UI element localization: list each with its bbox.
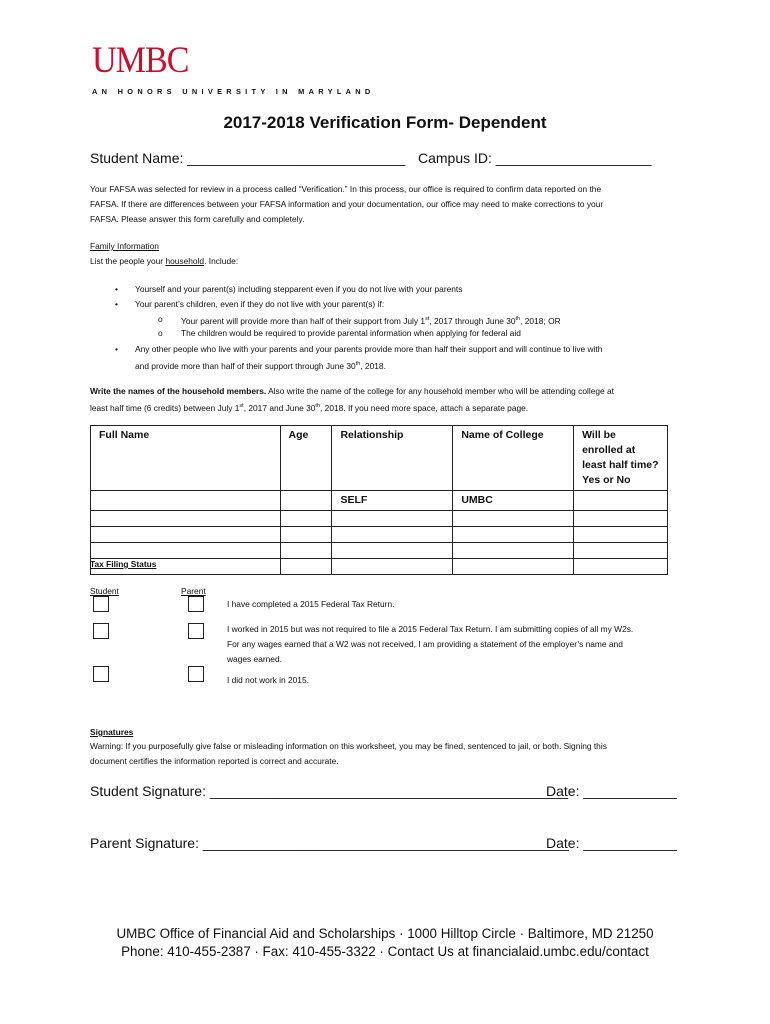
intro-paragraph	[90, 182, 603, 227]
bullet-icon: •	[115, 344, 118, 354]
intro-line: Your FAFSA was selected for review in a process called “Verification.” In this process, our office is required to confirm data reported on the	[90, 184, 602, 194]
household-instructions	[90, 384, 614, 416]
text: wages earned.	[227, 654, 282, 664]
text: Also write the name of the college for any household member who will be attending college at	[266, 386, 614, 396]
table-row	[91, 511, 668, 527]
superscript: st	[239, 403, 244, 409]
household-table	[90, 425, 668, 575]
bullet-icon: •	[115, 299, 118, 309]
tax-option-filed: I have completed a 2015 Federal Tax Return.	[227, 599, 395, 609]
table-cell[interactable]	[91, 527, 281, 543]
superscript: th	[515, 316, 521, 322]
table-cell[interactable]	[574, 559, 668, 575]
parent-date-field[interactable]: Date: ____________	[546, 835, 677, 851]
header-line: Yes or No	[582, 474, 631, 486]
table-cell[interactable]	[453, 527, 574, 543]
table-cell[interactable]	[332, 543, 453, 559]
text: least half time (6 credits) between July 1	[90, 402, 240, 413]
text: document certifies the information reported is correct and accurate.	[90, 756, 339, 766]
table-cell[interactable]	[453, 543, 574, 559]
text: List the people your	[90, 256, 166, 266]
table-cell[interactable]	[574, 543, 668, 559]
table-cell: UMBC	[453, 491, 574, 511]
campus-id-field[interactable]: Campus ID: ____________________	[418, 150, 652, 166]
parent-option2-checkbox[interactable]	[188, 623, 204, 639]
household-instruction	[90, 254, 238, 269]
footer-contact: Phone: 410-455-2387 · Fax: 410-455-3322 · Contact Us at financialaid.umbc.edu/contact	[121, 944, 649, 959]
text: . Include:	[204, 256, 239, 266]
sub-bullet-icon: o	[158, 314, 163, 324]
parent-signature-field[interactable]: Parent Signature: _______________________________________________	[90, 835, 569, 851]
sub-bullet-item: The children would be required to provide parental information when applying for federal aid	[181, 328, 521, 338]
table-header-row	[91, 426, 668, 491]
student-column-label: Student	[90, 586, 119, 596]
bullet-item: Yourself and your parent(s) including stepparent even if you do not live with your parents	[135, 284, 463, 294]
header-line: Will be enrolled at	[582, 429, 636, 456]
tax-option-not-required	[227, 622, 633, 667]
header-enrolled	[574, 426, 668, 491]
table-cell[interactable]	[574, 511, 668, 527]
text: and provide more than half of their support through June 30	[135, 360, 356, 371]
text: Any other people who live with your parents and your parents provide more than half their support and will continue to live with	[135, 344, 603, 354]
student-signature-field[interactable]: Student Signature: ______________________________________________	[90, 783, 569, 799]
text: , 2017 through June 30	[429, 315, 516, 326]
text-line	[135, 357, 602, 374]
text: , 2017 and June 30	[243, 402, 316, 413]
superscript: st	[425, 316, 430, 322]
tagline: AN HONORS UNIVERSITY IN MARYLAND	[92, 87, 375, 96]
table-cell[interactable]	[280, 543, 332, 559]
parent-column-label: Parent	[181, 586, 206, 596]
header-line: least half time?	[582, 459, 659, 471]
table-cell[interactable]	[280, 559, 332, 575]
table-cell[interactable]	[332, 511, 453, 527]
table-cell[interactable]	[453, 511, 574, 527]
table-cell[interactable]	[91, 491, 281, 511]
table-cell[interactable]	[332, 559, 453, 575]
table-row	[91, 543, 668, 559]
intro-line: FAFSA. If there are differences between your FAFSA information and your documentation, our office may need to make corrections to your	[90, 199, 604, 209]
parent-option3-checkbox[interactable]	[188, 666, 204, 682]
table-cell[interactable]	[280, 491, 332, 511]
table-cell: SELF	[332, 491, 453, 511]
text: Warning: If you purposefully give false or misleading information on this worksheet, you may be fined, sentenced to jail, or both. Signing this	[90, 741, 607, 751]
student-date-field[interactable]: Date: ____________	[546, 783, 677, 799]
table-cell[interactable]	[574, 527, 668, 543]
sub-bullet-icon: o	[158, 328, 163, 338]
text: , 2018.	[360, 360, 386, 371]
text-line	[90, 384, 614, 399]
header-relationship: Relationship	[332, 426, 453, 491]
bullet-icon: •	[115, 284, 118, 294]
table-cell[interactable]	[453, 559, 574, 575]
text: Your parent will provide more than half of their support from July 1	[181, 315, 426, 326]
text: , 2018; OR	[520, 315, 561, 326]
family-info-heading: Family Information	[90, 241, 159, 251]
page-title: 2017-2018 Verification Form- Dependent	[223, 113, 547, 132]
header-college: Name of College	[453, 426, 574, 491]
student-option3-checkbox[interactable]	[93, 666, 109, 682]
intro-line: FAFSA. Please answer this form carefully and completely.	[90, 214, 305, 224]
footer-address: UMBC Office of Financial Aid and Scholarships · 1000 Hilltop Circle · Baltimore, MD 21250	[116, 926, 654, 941]
superscript: th	[315, 403, 321, 409]
bullet-item: Your parent’s children, even if they do not live with your parent(s) if:	[135, 299, 385, 309]
table-row	[91, 527, 668, 543]
table-cell[interactable]	[332, 527, 453, 543]
table-cell[interactable]	[574, 491, 668, 511]
student-option2-checkbox[interactable]	[93, 623, 109, 639]
student-name-field[interactable]: Student Name: ____________________________	[90, 150, 406, 166]
bold-text: Write the names of the household members.	[90, 386, 267, 396]
header-age: Age	[280, 426, 332, 491]
table-row	[91, 491, 668, 511]
text-line	[90, 399, 614, 416]
household-term: household	[165, 256, 205, 266]
parent-option1-checkbox[interactable]	[188, 596, 204, 612]
table-row	[91, 559, 668, 575]
table-cell[interactable]	[280, 511, 332, 527]
text: , 2018. If you need more space, attach a separate page.	[320, 402, 529, 413]
signatures-heading: Signatures	[90, 727, 134, 737]
tax-filing-heading: Tax Filing Status	[90, 559, 157, 569]
student-option1-checkbox[interactable]	[93, 596, 109, 612]
signature-warning	[90, 739, 607, 769]
superscript: th	[355, 361, 361, 367]
text: I worked in 2015 but was not required to file a 2015 Federal Tax Return. I am submitting copies of all my W2s.	[227, 624, 634, 634]
header-full-name: Full Name	[91, 426, 281, 491]
table-cell[interactable]	[91, 511, 281, 527]
table-cell[interactable]	[280, 527, 332, 543]
umbc-logo: UMBC	[92, 40, 189, 81]
bullet-item	[135, 342, 602, 374]
tax-option-did-not-work: I did not work in 2015.	[227, 675, 309, 685]
text: For any wages earned that a W2 was not received, I am providing a statement of the employer’s name and	[227, 639, 623, 649]
